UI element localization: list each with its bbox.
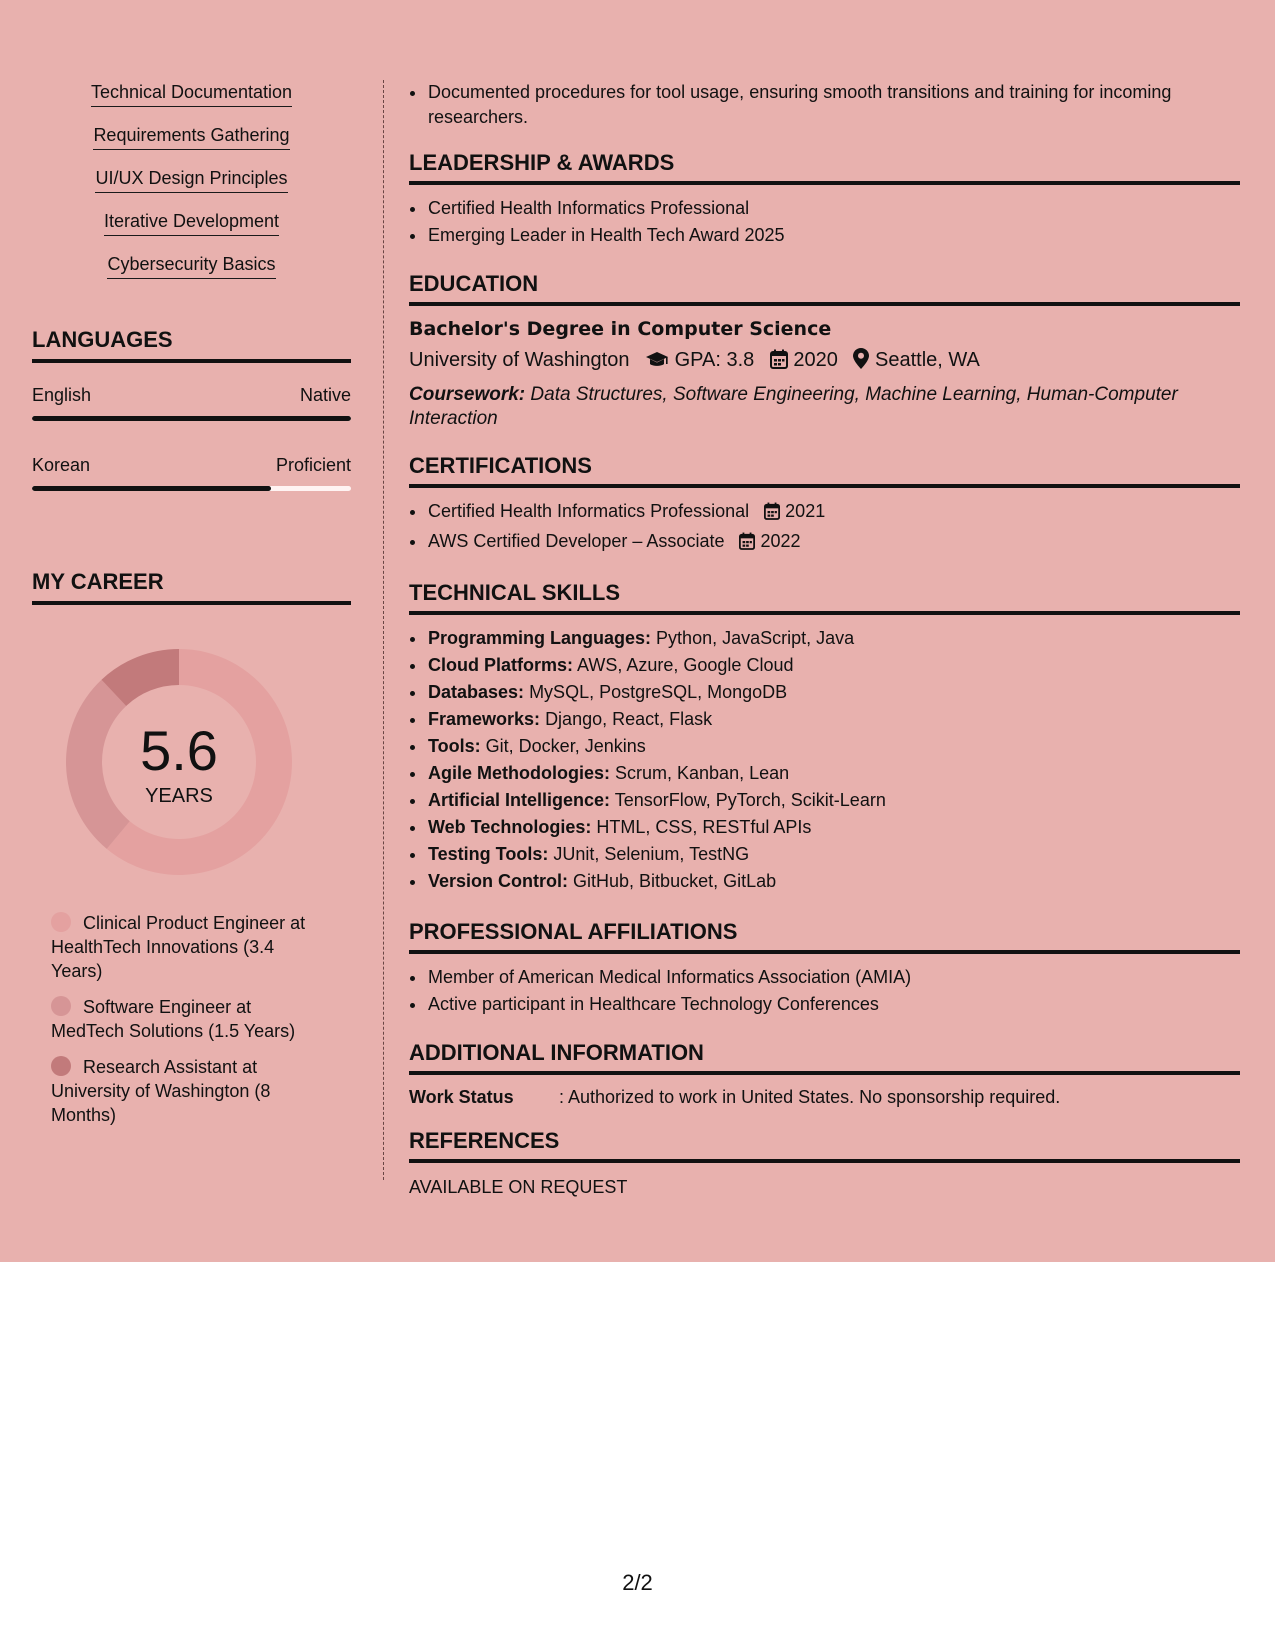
language-name: English [32, 385, 92, 405]
leadership-heading: LEADERSHIP & AWARDS [409, 150, 1240, 185]
affiliations-list [409, 964, 1240, 1018]
career-total: 5.6 [140, 719, 218, 782]
skill-item: Cybersecurity Basics [32, 254, 351, 279]
education-meta [409, 348, 1240, 375]
language-bar-fill [32, 486, 271, 491]
calendar-icon [770, 349, 788, 375]
affiliations-heading: PROFESSIONAL AFFILIATIONS [409, 919, 1240, 954]
technical-skills-heading: TECHNICAL SKILLS [409, 580, 1240, 615]
coursework-value: Data Structures, Software Engineering, Machine Learning, Human-Computer Interaction [409, 384, 1178, 429]
technical-skill-item: • Programming Languages: Python, JavaScript, Java [427, 625, 1240, 652]
work-status-label: Work Status [409, 1087, 514, 1107]
calendar-icon [739, 531, 755, 558]
coursework [409, 383, 1240, 431]
technical-skill-item: • Cloud Platforms: AWS, Azure, Google Cloud [427, 652, 1240, 679]
certification-year: 2022 [760, 531, 801, 551]
references-heading: REFERENCES [409, 1128, 1240, 1163]
work-status-value: : Authorized to work in United States. No sponsorship required. [559, 1087, 1061, 1107]
leadership-item: • Certified Health Informatics Professional [427, 195, 1240, 222]
gpa: GPA: 3.8 [674, 349, 755, 371]
experience-bullets [409, 80, 1240, 130]
affiliation-item: • Member of American Medical Informatics Association (AMIA) [427, 964, 1240, 991]
certifications-heading: CERTIFICATIONS [409, 453, 1240, 488]
career-donut-chart [66, 649, 292, 875]
languages-heading: LANGUAGES [32, 327, 351, 363]
technical-skill-item: • Testing Tools: JUnit, Selenium, TestNG [427, 841, 1240, 868]
language-name: Korean [32, 455, 91, 475]
work-status [409, 1087, 1240, 1108]
certification-year: 2021 [785, 501, 826, 521]
technical-skill-item: • Artificial Intelligence: TensorFlow, PyTorch, Scikit-Learn [427, 787, 1240, 814]
technical-skill-item: • Tools: Git, Docker, Jenkins [427, 733, 1240, 760]
certification-item: • AWS Certified Developer – Associate 2022 [427, 528, 1240, 558]
additional-info-heading: ADDITIONAL INFORMATION [409, 1040, 1240, 1075]
technical-skill-item: • Frameworks: Django, React, Flask [427, 706, 1240, 733]
language-level: Proficient [275, 455, 351, 475]
left-column [32, 82, 351, 1139]
education-heading: EDUCATION [409, 271, 1240, 306]
language-level: Native [299, 385, 351, 405]
career-heading: MY CAREER [32, 569, 351, 605]
language-english [32, 385, 351, 421]
certifications-list [409, 498, 1240, 558]
column-divider [383, 80, 384, 1180]
legend-dot [51, 1056, 71, 1076]
experience-bullet: • Documented procedures for tool usage, ensuring smooth transitions and training for incoming researchers. [427, 80, 1240, 130]
school-name: University of Washington [409, 349, 630, 371]
affiliation-item: • Active participant in Healthcare Technology Conferences [427, 991, 1240, 1018]
language-bar-fill [32, 416, 351, 421]
career-legend-item: Clinical Product Engineer at HealthTech Innovations (3.4 Years) [51, 913, 306, 981]
certification-item: • Certified Health Informatics Professional 2021 [427, 498, 1240, 528]
skill-item: UI/UX Design Principles [32, 168, 351, 193]
leadership-item: • Emerging Leader in Health Tech Award 2025 [427, 222, 1240, 249]
technical-skill-item: • Agile Methodologies: Scrum, Kanban, Lean [427, 760, 1240, 787]
leadership-list [409, 195, 1240, 249]
technical-skill-item: • Web Technologies: HTML, CSS, RESTful APIs [427, 814, 1240, 841]
school-location: Seattle, WA [875, 349, 980, 371]
technical-skills-list [409, 625, 1240, 895]
legend-dot [51, 996, 71, 1016]
skill-item: Requirements Gathering [32, 125, 351, 150]
language-korean [32, 455, 351, 491]
career-unit: YEARS [145, 785, 213, 807]
career-legend [51, 911, 323, 1127]
technical-skill-item: • Version Control: GitHub, Bitbucket, GitLab [427, 868, 1240, 895]
graduation-cap-icon [645, 351, 669, 375]
skill-item: Iterative Development [32, 211, 351, 236]
skill-list [32, 82, 351, 279]
references-text: AVAILABLE ON REQUEST [409, 1177, 628, 1197]
technical-skill-item: • Databases: MySQL, PostgreSQL, MongoDB [427, 679, 1240, 706]
legend-dot [51, 912, 71, 932]
career-legend-item: Software Engineer at MedTech Solutions (1.5 Years) [51, 997, 296, 1041]
right-column [409, 80, 1240, 1198]
calendar-icon [764, 501, 780, 528]
page-number: 2/2 [622, 1570, 653, 1595]
degree-title: Bachelor's Degree in Computer Science [409, 318, 832, 340]
graduation-year: 2020 [793, 349, 838, 371]
language-bar [32, 416, 351, 421]
skill-item: Technical Documentation [32, 82, 351, 107]
career-legend-item: Research Assistant at University of Washington (8 Months) [51, 1057, 271, 1125]
coursework-label: Coursework: [409, 384, 526, 405]
location-pin-icon [853, 348, 869, 375]
language-bar [32, 486, 351, 491]
